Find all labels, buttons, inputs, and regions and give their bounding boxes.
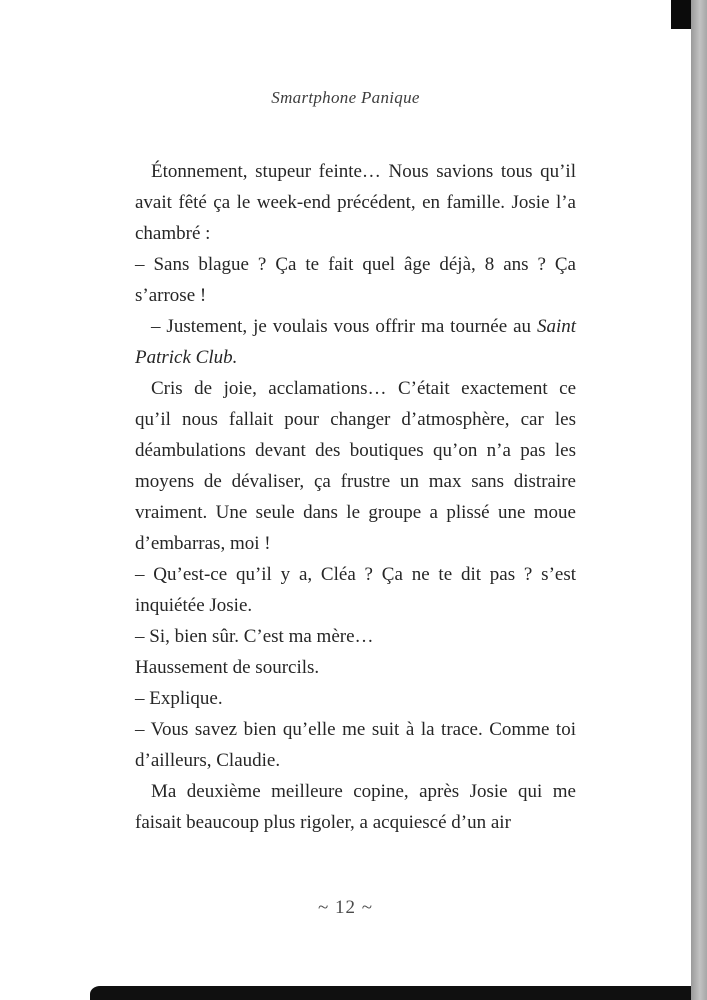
paragraph bbox=[135, 311, 576, 373]
running-header: Smartphone Panique bbox=[271, 88, 420, 107]
body-text bbox=[135, 156, 576, 838]
text-run: Cris de joie, acclamations… C’était exactement ce qu’il nous fallait pour changer d’atmosphère, car les déambulations devant des boutiques qu’on n’a pas les moyens de dévaliser, ça frustre un max sans distraire vraiment. Une seule dans le groupe a plissé une moue d’embarras, moi ! bbox=[135, 378, 576, 554]
paragraph bbox=[135, 249, 576, 311]
scan-artifact-bottom bbox=[90, 986, 691, 1000]
text-run: – Si, bien sûr. C’est ma mère… bbox=[135, 626, 374, 647]
paragraph bbox=[135, 559, 576, 621]
paragraph bbox=[135, 683, 576, 714]
page-number: ~ 12 ~ bbox=[317, 897, 374, 918]
paragraph bbox=[135, 373, 576, 559]
text-run: – Vous savez bien qu’elle me suit à la trace. Comme toi d’ailleurs, Claudie. bbox=[135, 719, 576, 771]
scan-artifact-top-right bbox=[671, 0, 691, 29]
text-run: – Explique. bbox=[135, 688, 223, 709]
paragraph bbox=[135, 714, 576, 776]
text-run: Ma deuxième meilleure copine, après Josie qui me faisait beaucoup plus rigoler, a acquiescé d’un air bbox=[135, 781, 576, 833]
page-edge-strip bbox=[691, 0, 707, 1000]
text-run: – Sans blague ? Ça te fait quel âge déjà, 8 ans ? Ça s’arrose ! bbox=[135, 254, 576, 306]
text-run: Étonnement, stupeur feinte… Nous savions tous qu’il avait fêté ça le week-end précédent, en famille. Josie l’a chambré : bbox=[135, 161, 576, 244]
paragraph bbox=[135, 776, 576, 838]
paragraph bbox=[135, 652, 576, 683]
text-run: – Justement, je voulais vous offrir ma tournée au bbox=[151, 316, 537, 337]
italic-text-run: Saint Patrick Club. bbox=[135, 316, 576, 368]
text-run: Haussement de sourcils. bbox=[135, 657, 320, 678]
text-run: – Qu’est-ce qu’il y a, Cléa ? Ça ne te dit pas ? s’est inquiétée Josie. bbox=[135, 564, 576, 616]
paragraph bbox=[135, 621, 576, 652]
paragraph bbox=[135, 156, 576, 249]
